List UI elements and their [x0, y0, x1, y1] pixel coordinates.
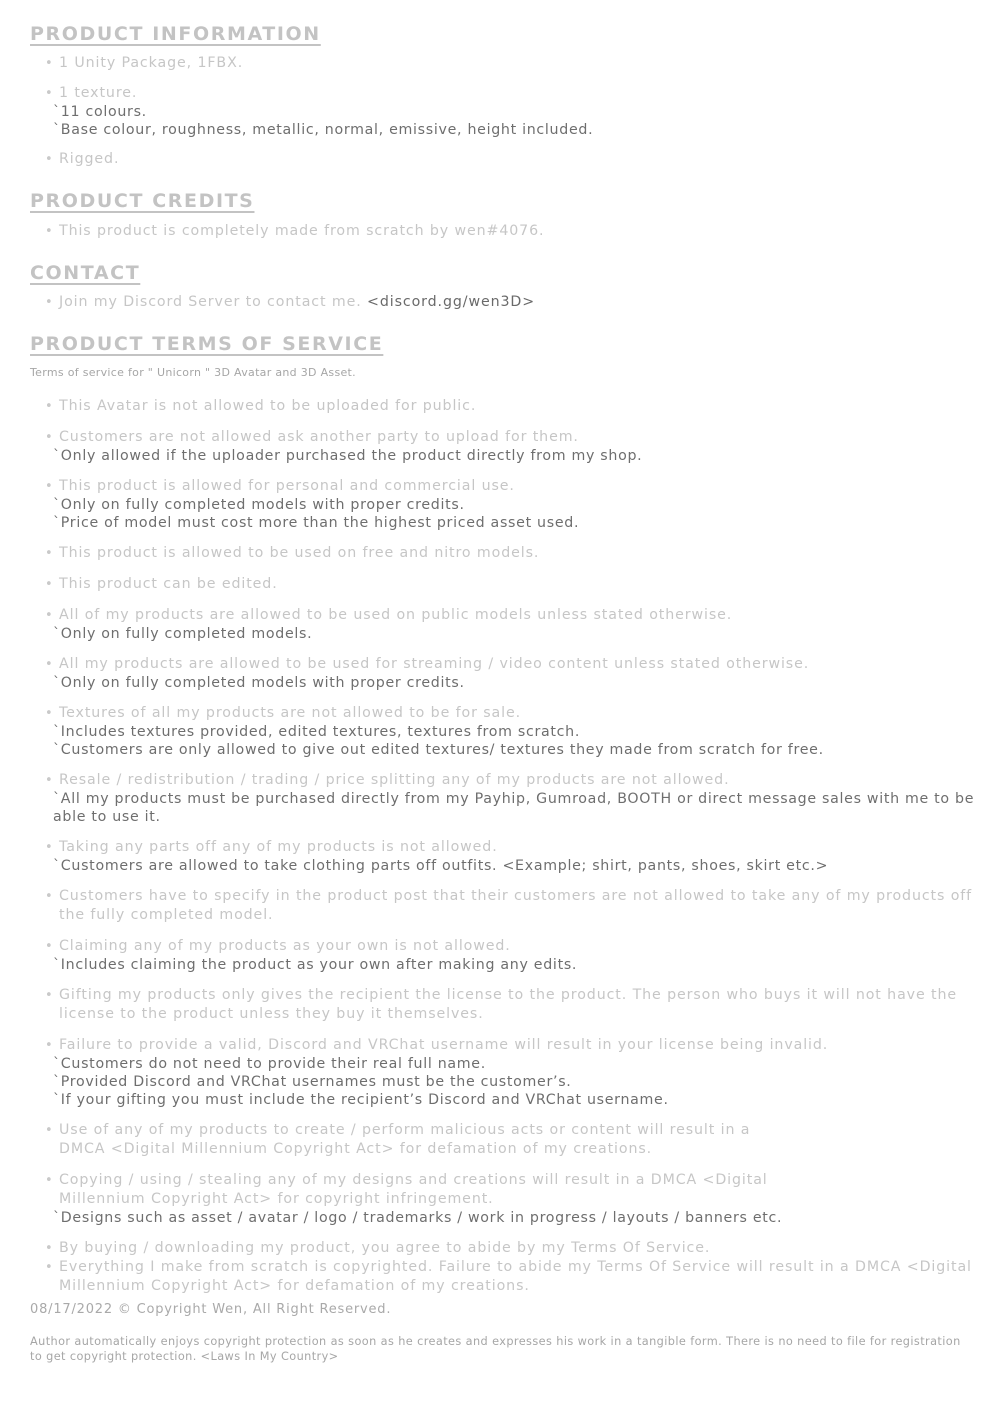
list-item-note: `Base colour, roughness, metallic, normal, emissive, height included. [53, 122, 594, 138]
list-item-text: • This product is completely made from scratch by wen#4076. [30, 222, 975, 241]
product-credits-heading: PRODUCT CREDITS [30, 190, 255, 212]
list-item [30, 1121, 975, 1159]
list-item [30, 293, 975, 312]
list-item [30, 1036, 975, 1109]
list-item-text: • Copying / using / stealing any of my designs and creations will result in a DMCA <Digital Millennium Copyright Act> for copyright infringement. [30, 1171, 769, 1209]
product-information-section [30, 22, 975, 169]
list-item-text: • Gifting my products only gives the recipient the license to the product. The person who buys it will not have the license to the product unless they buy it themselves. [30, 986, 975, 1024]
list-item [30, 397, 975, 416]
list-item-note: `Designs such as asset / avatar / logo / trademarks / work in progress / layouts / banners etc. [53, 1210, 783, 1226]
list-item-text: • Everything I make from scratch is copyrighted. Failure to abide my Terms Of Service will result in a DMCA <Digital Millennium Copyright Act> for defamation of my creations. [30, 1258, 975, 1296]
list-item-note: `Customers do not need to provide their real full name. [53, 1056, 486, 1072]
list-item-text: • This product can be edited. [30, 575, 975, 594]
list-item-note: `All my products must be purchased directly from my Payhip, Gumroad, BOOTH or direct message sales with me to be able to use it. [53, 791, 975, 825]
contact-section [30, 261, 975, 312]
list-item-text [30, 293, 975, 312]
list-item-text: • Customers have to specify in the product post that their customers are not allowed to take any of my products off the fully completed model. [30, 887, 975, 925]
list-item-note: `If your gifting you must include the recipient’s Discord and VRChat username. [53, 1092, 669, 1108]
list-item-text: • This Avatar is not allowed to be uploaded for public. [30, 397, 975, 416]
product-information-list [30, 54, 975, 169]
list-item-text: • Taking any parts off any of my products is not allowed. [30, 838, 975, 857]
list-item [30, 150, 975, 169]
list-item-note: `11 colours. [53, 104, 147, 120]
list-item [30, 1239, 975, 1258]
list-item-text: • Use of any of my products to create / perform malicious acts or content will result in a DMCA <Digital Millennium Copyright Act> for defamation of my creations. [30, 1121, 769, 1159]
contact-heading: CONTACT [30, 262, 141, 284]
list-item [30, 1171, 975, 1227]
product-credits-list [30, 222, 975, 241]
list-item-text: • Resale / redistribution / trading / price splitting any of my products are not allowed. [30, 771, 975, 790]
list-item [30, 704, 975, 759]
list-item-text: • Textures of all my products are not allowed to be for sale. [30, 704, 975, 723]
list-item-note: `Provided Discord and VRChat usernames must be the customer’s. [53, 1074, 572, 1090]
list-item-note: `Includes claiming the product as your own after making any edits. [53, 957, 578, 973]
list-item [30, 54, 975, 73]
list-item-note: `Customers are only allowed to give out edited textures/ textures they made from scratch for free. [53, 742, 824, 758]
list-item [30, 222, 975, 241]
copyright-note: Author automatically enjoys copyright protection as soon as he creates and expresses his work in a tangible form. There is no need to file for registration to get copyright protection. <Laws In My Country> [30, 1335, 961, 1363]
list-item [30, 887, 975, 925]
list-item [30, 986, 975, 1024]
list-item-note: `Price of model must cost more than the highest priced asset used. [53, 515, 580, 531]
terms-of-service-section [30, 332, 975, 1296]
product-information-heading: PRODUCT INFORMATION [30, 23, 321, 45]
list-item-note: `Customers are allowed to take clothing parts off outfits. <Example; shirt, pants, shoes, skirt etc.> [53, 858, 829, 874]
list-item-text: • By buying / downloading my product, you agree to abide by my Terms Of Service. [30, 1239, 975, 1258]
list-item [30, 477, 975, 532]
list-item [30, 655, 975, 692]
list-item [30, 771, 975, 826]
list-item-text: • All my products are allowed to be used for streaming / video content unless stated otherwise. [30, 655, 975, 674]
list-item-note: `Only allowed if the uploader purchased the product directly from my shop. [53, 448, 643, 464]
product-credits-section [30, 189, 975, 241]
list-item-note: `Only on fully completed models with proper credits. [53, 675, 465, 691]
copyright-line: 08/17/2022 © Copyright Wen, All Right Reserved. [30, 1302, 392, 1317]
terms-of-service-heading: PRODUCT TERMS OF SERVICE [30, 333, 384, 355]
contact-text: Join my Discord Server to contact me. [59, 294, 362, 310]
list-item [30, 1258, 975, 1296]
list-item [30, 606, 975, 643]
list-item [30, 544, 975, 563]
list-item-text: • Claiming any of my products as your own is not allowed. [30, 937, 975, 956]
list-item [30, 937, 975, 974]
list-item-note: `Only on fully completed models. [53, 626, 313, 642]
list-item-text: • All of my products are allowed to be used on public models unless stated otherwise. [30, 606, 975, 625]
list-item-note: `Only on fully completed models with proper credits. [53, 497, 465, 513]
terms-intro: Terms of service for " Unicorn " 3D Avatar and 3D Asset. [30, 366, 356, 379]
list-item [30, 575, 975, 594]
list-item-text: • 1 Unity Package, 1FBX. [30, 54, 975, 73]
list-item-text: • Customers are not allowed ask another party to upload for them. [30, 428, 975, 447]
list-item-text: • This product is allowed for personal and commercial use. [30, 477, 975, 496]
list-item-text: • 1 texture. [30, 84, 975, 103]
terms-list [30, 397, 975, 1296]
list-item [30, 428, 975, 465]
contact-list [30, 293, 975, 312]
list-item [30, 838, 975, 875]
discord-link[interactable]: <discord.gg/wen3D> [367, 294, 536, 310]
list-item-text: • Rigged. [30, 150, 975, 169]
list-item-note: `Includes textures provided, edited textures, textures from scratch. [53, 724, 581, 740]
list-item [30, 84, 975, 139]
document [30, 22, 975, 1364]
list-item-text: • This product is allowed to be used on free and nitro models. [30, 544, 975, 563]
list-item-text: • Failure to provide a valid, Discord and VRChat username will result in your license being invalid. [30, 1036, 975, 1055]
